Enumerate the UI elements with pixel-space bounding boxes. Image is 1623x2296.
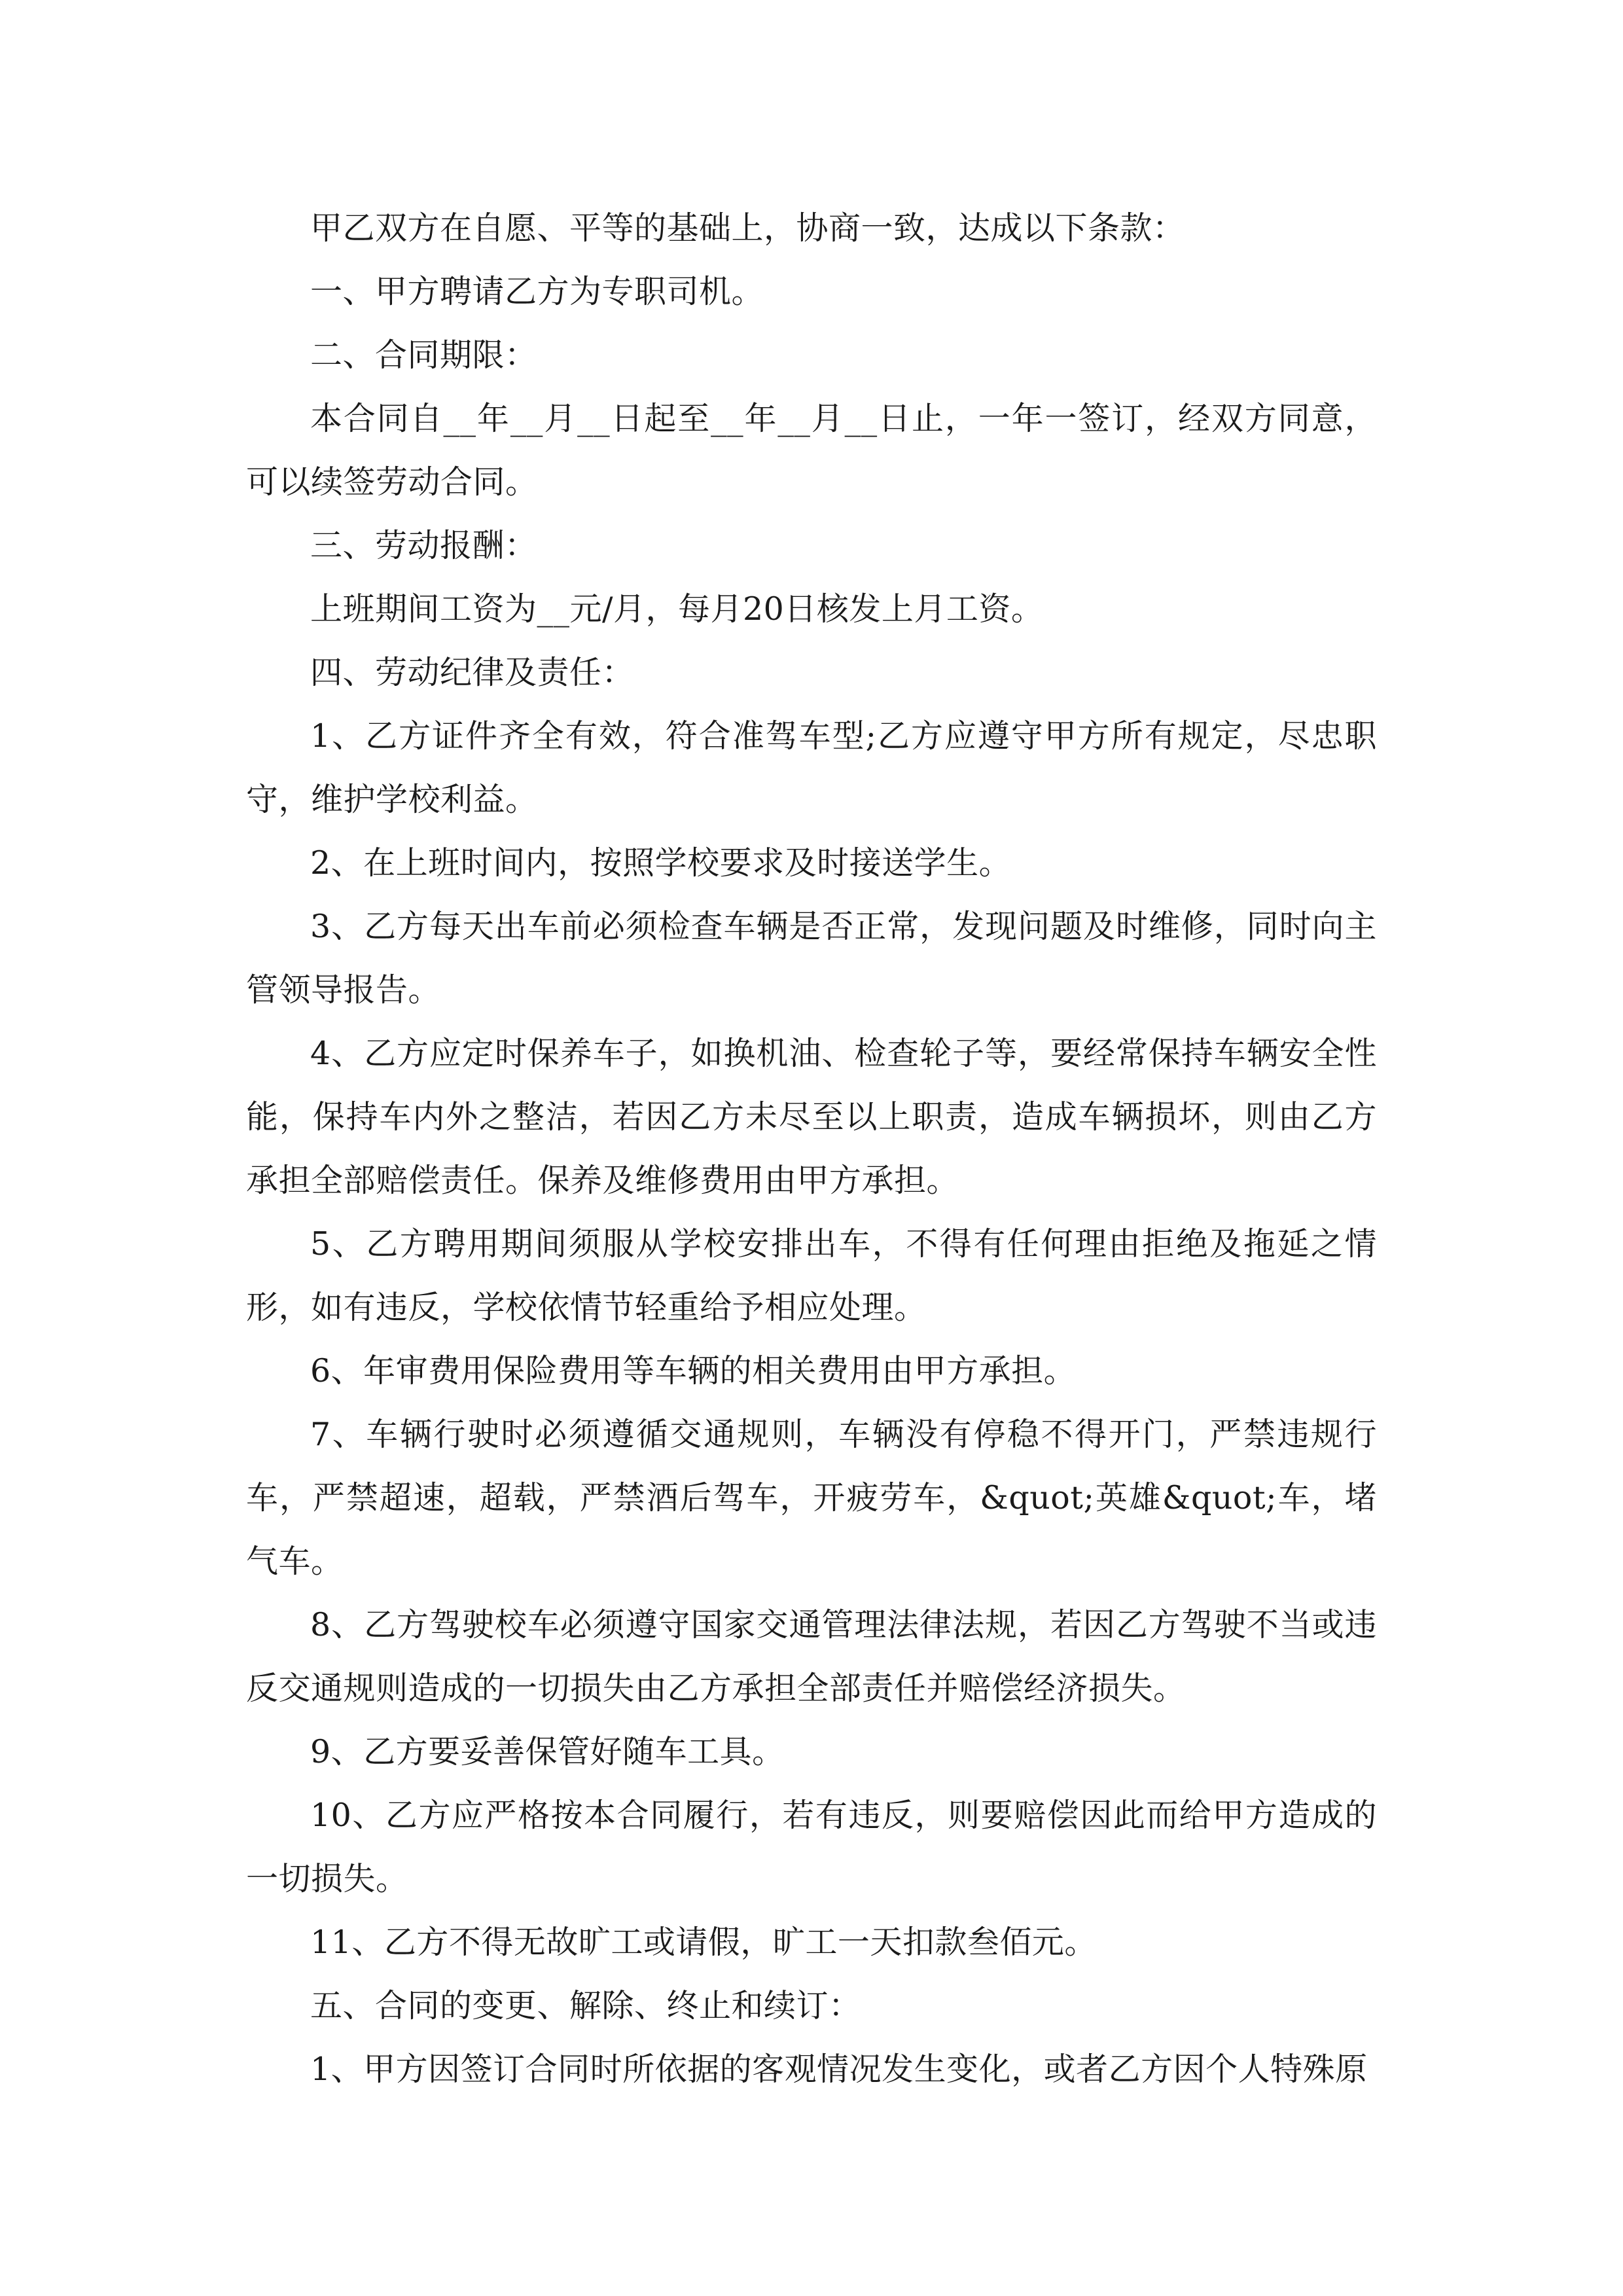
paragraph-clause-4-9: 9、乙方要妥善保管好随车工具。 xyxy=(310,1733,785,1770)
paragraph-section-5-heading: 五、合同的变更、解除、终止和续订： xyxy=(310,1987,861,2024)
paragraph-section-2-heading: 二、合同期限： xyxy=(310,336,537,374)
paragraph-clause-4-7: 7、车辆行驶时必须遵循交通规则，车辆没有停稳不得开门，严禁违规行车，严禁超速，超载，严禁酒后驾车，开疲劳车，&quot;英雄&quot;车，堵气车。 xyxy=(246,1416,1377,1580)
contract-body xyxy=(246,196,1377,2101)
paragraph-clause-4-2: 2、在上班时间内，按照学校要求及时接送学生。 xyxy=(310,844,1012,882)
paragraph-section-4-heading: 四、劳动纪律及责任： xyxy=(310,654,635,691)
paragraph-clause-5-1: 1、甲方因签订合同时所依据的客观情况发生变化，或者乙方因个人特殊原 xyxy=(310,2051,1368,2088)
paragraph-salary: 上班期间工资为__元/月，每月20日核发上月工资。 xyxy=(310,590,1044,628)
paragraph-intro: 甲乙双方在自愿、平等的基础上，协商一致，达成以下条款： xyxy=(310,209,1185,247)
paragraph-clause-4-6: 6、年审费用保险费用等车辆的相关费用由甲方承担。 xyxy=(310,1352,1077,1390)
paragraph-clause-4-10: 10、乙方应严格按本合同履行，若有违反，则要赔偿因此而给甲方造成的一切损失。 xyxy=(246,1797,1377,1897)
paragraph-section-1: 一、甲方聘请乙方为专职司机。 xyxy=(310,273,764,310)
paragraph-section-3-heading: 三、劳动报酬： xyxy=(310,527,537,564)
paragraph-clause-4-8: 8、乙方驾驶校车必须遵守国家交通管理法律法规，若因乙方驾驶不当或违反交通规则造成的一切损失由乙方承担全部责任并赔偿经济损失。 xyxy=(246,1606,1377,1707)
paragraph-clause-4-1: 1、乙方证件齐全有效，符合准驾车型;乙方应遵守甲方所有规定，尽忠职守，维护学校利益。 xyxy=(246,717,1377,818)
paragraph-clause-4-5: 5、乙方聘用期间须服从学校安排出车，不得有任何理由拒绝及拖延之情形，如有违反，学校依情节轻重给予相应处理。 xyxy=(246,1225,1377,1326)
paragraph-contract-term: 本合同自__年__月__日起至__年__月__日止，一年一签订，经双方同意，可以续签劳动合同。 xyxy=(246,400,1377,501)
paragraph-clause-4-3: 3、乙方每天出车前必须检查车辆是否正常，发现问题及时维修，同时向主管领导报告。 xyxy=(246,908,1377,1009)
paragraph-clause-4-4: 4、乙方应定时保养车子，如换机油、检查轮子等，要经常保持车辆安全性能，保持车内外之整洁，若因乙方未尽至以上职责，造成车辆损坏，则由乙方承担全部赔偿责任。保养及维修费用由甲方承担。 xyxy=(246,1035,1377,1199)
paragraph-clause-4-11: 11、乙方不得无故旷工或请假，旷工一天扣款叁佰元。 xyxy=(310,1924,1097,1961)
